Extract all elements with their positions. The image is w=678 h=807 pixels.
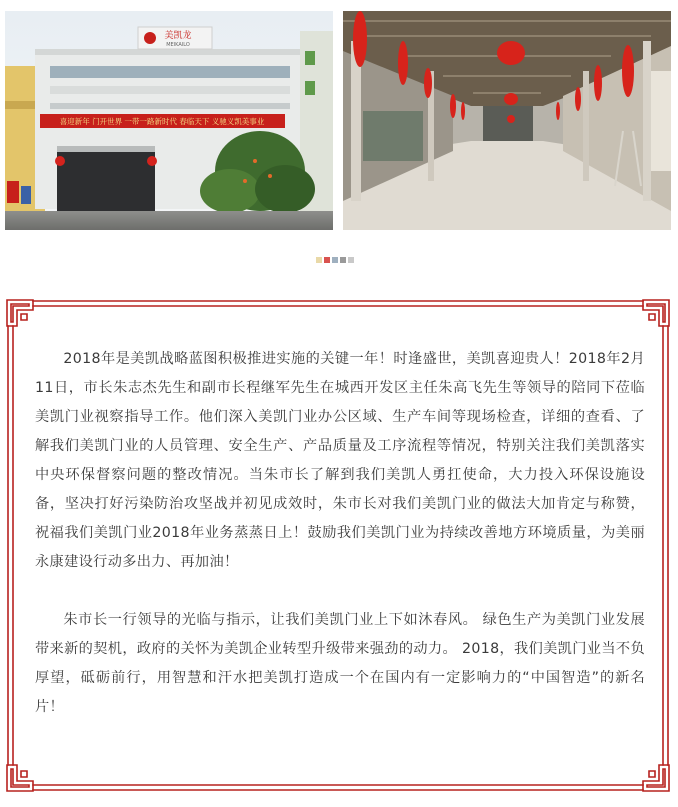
article-body — [35, 345, 645, 722]
carousel-dot[interactable] — [348, 257, 354, 263]
carousel-dot[interactable] — [332, 257, 338, 263]
frame-corner-ornament — [643, 765, 669, 791]
factory-sign-text: 美凯龙 — [164, 31, 192, 41]
factory-banner-text: 喜迎新年 门开世界 一带一路新时代 春临天下 义驰义凯美事业 — [59, 117, 265, 126]
carousel-dot[interactable] — [340, 257, 346, 263]
factory-sign-subtext: MEIKAILO — [166, 42, 190, 48]
carousel-dot[interactable] — [324, 257, 330, 263]
frame-corner-ornament — [7, 765, 33, 791]
frame-corner-ornament — [643, 300, 669, 326]
article-paragraph: 2018年是美凯战略蓝图积极推进实施的关键一年！时逢盛世，美凯喜迎贵人！2018年2月11日，市长朱志杰先生和副市长程继军先生在城西开发区主任朱高飞先生等领导的陪同下莅临美凯门业视察指导工作。他们深入美凯门业办公区域、生产车间等现场检查，详细的查看、了解我们美凯门业的人员管理、安全生产、产品质量及工序流程等情况，特别关注我们美凯落实中央环保督察问题的整改情况。当朱市长了解到我们美凯人勇扛使命，大力投入环保设施设备，坚决打好污染防治攻坚战并初见成效时，朱市长对我们美凯门业的做法大加肯定与称赞，祝福我们美凯门业2018年业务蒸蒸日上！鼓励我们美凯门业为持续改善地方环境质量，为美丽永康建设行动多出力、再加油！ — [35, 351, 645, 570]
frame-corner-ornament — [7, 300, 33, 326]
factory-building-photo — [5, 11, 333, 230]
carousel-indicator[interactable] — [316, 257, 354, 263]
workshop-hall-photo — [343, 11, 671, 230]
article-paragraph: 朱市长一行领导的光临与指示，让我们美凯门业上下如沐春风。 绿色生产为美凯门业发展带来新的契机，政府的关怀为美凯企业转型升级带来强劲的动力。 2018，我们美凯门业当不负厚望，砥砺前行，用智慧和汗水把美凯打造成一个在国内有一定影响力的“中国智造”的新名片！ — [35, 612, 645, 715]
carousel-dot[interactable] — [316, 257, 322, 263]
